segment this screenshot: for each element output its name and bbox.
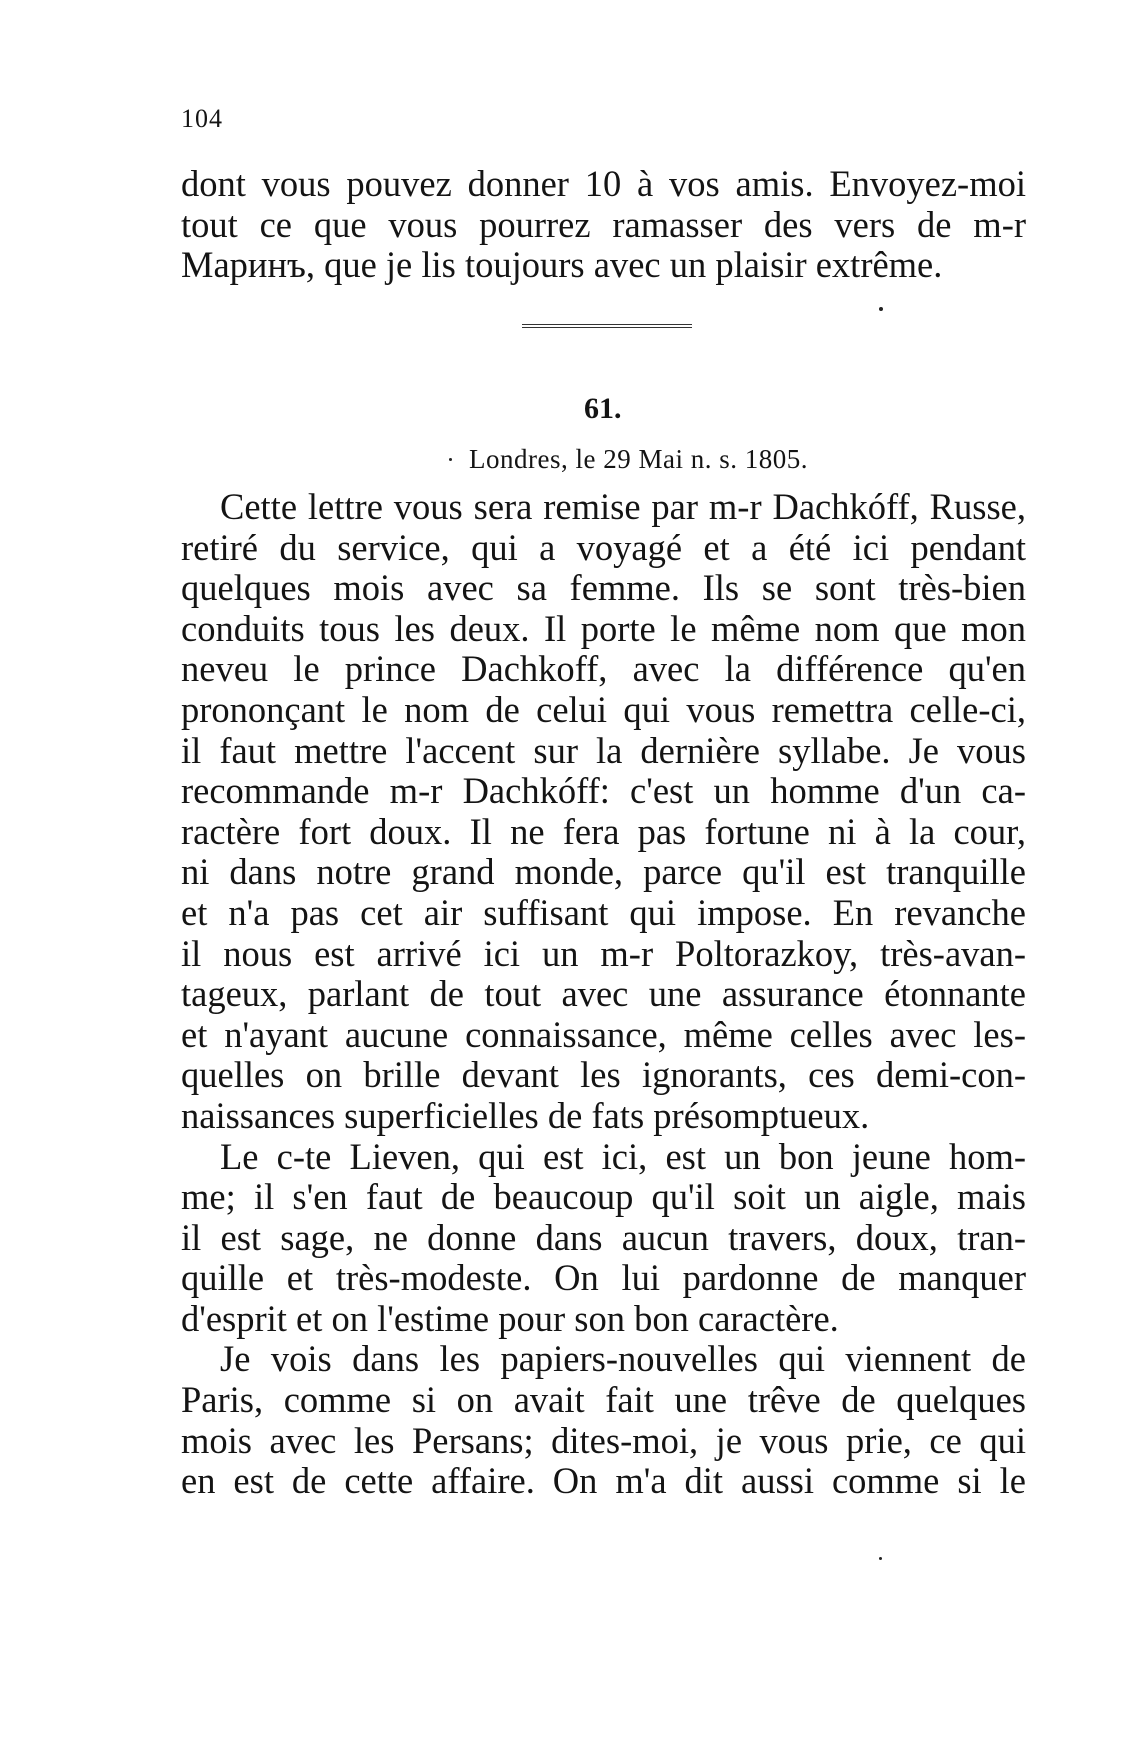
text-line: tageux, parlant de tout avec une assurance étonnante	[181, 973, 1026, 1015]
page-number: 104	[181, 104, 223, 133]
text-line: recommande m-r Dachkóff: c'est un homme d'un ca-	[181, 770, 1026, 812]
text-line: Маринъ, que je lis toujours avec un plaisir extrême.	[181, 244, 943, 286]
text-line: et n'ayant aucune connaissance, même celles avec les-	[181, 1013, 1026, 1055]
text-line: Paris, comme si on avait fait une trêve de quelques	[181, 1379, 1026, 1421]
section-separator	[522, 324, 692, 334]
text-line: il faut mettre l'accent sur la dernière syllabe. Je vous	[181, 729, 1026, 771]
text-line: dont vous pouvez donner 10 à vos amis. Envoyez-moi	[181, 163, 1026, 204]
text-line: ractère fort doux. Il ne fera pas fortune ni à la cour,	[181, 810, 1026, 852]
ink-speck	[879, 307, 883, 311]
text-line: quelles on brille devant les ignorants, ces demi-con-	[181, 1054, 1026, 1096]
text-line: ni dans notre grand monde, parce qu'il est tranquille	[181, 851, 1026, 893]
ink-speck	[879, 1557, 882, 1560]
text-line: il nous est arrivé ici un m-r Poltorazkoy, très-avan-	[181, 932, 1026, 974]
text-line: en est de cette affaire. On m'a dit aussi comme si le	[181, 1460, 1026, 1502]
text-line: Je vois dans les papiers-nouvelles qui viennent de	[220, 1338, 1026, 1380]
text-line: il est sage, ne donne dans aucun travers, doux, tran-	[181, 1216, 1026, 1258]
text-line: neveu le prince Dachkoff, avec la différence qu'en	[181, 648, 1026, 690]
text-line: conduits tous les deux. Il porte le même nom que mon	[181, 607, 1026, 649]
text-line: Le c-te Lieven, qui est ici, est un bon jeune hom-	[220, 1135, 1026, 1177]
letter-dateline: Londres, le 29 Mai n. s. 1805.	[469, 444, 808, 474]
text-line: naissances superficielles de fats présomptueux.	[181, 1094, 870, 1136]
ink-speck	[449, 458, 452, 461]
text-line: prononçant le nom de celui qui vous remettra celle-ci,	[181, 688, 1026, 730]
letter-number: 61.	[584, 392, 622, 425]
text-line: mois avec les Persans; dites-moi, je vous prie, ce qui	[181, 1419, 1026, 1461]
carryover-text	[181, 164, 1026, 286]
text-line: me; il s'en faut de beaucoup qu'il soit un aigle, mais	[181, 1176, 1026, 1218]
text-line: tout ce que vous pourrez ramasser des vers de m-r	[181, 203, 1026, 245]
letter-body	[181, 487, 1026, 1502]
text-line: Cette lettre vous sera remise par m-r Dachkóff, Russe,	[220, 486, 1026, 527]
text-line: d'esprit et on l'estime pour son bon caractère.	[181, 1297, 839, 1339]
text-line: quille et très-modeste. On lui pardonne de manquer	[181, 1257, 1026, 1299]
text-line: quelques mois avec sa femme. Ils se sont très-bien	[181, 567, 1026, 609]
text-line: retiré du service, qui a voyagé et a été ici pendant	[181, 526, 1026, 568]
text-line: et n'a pas cet air suffisant qui impose. En revanche	[181, 891, 1026, 933]
